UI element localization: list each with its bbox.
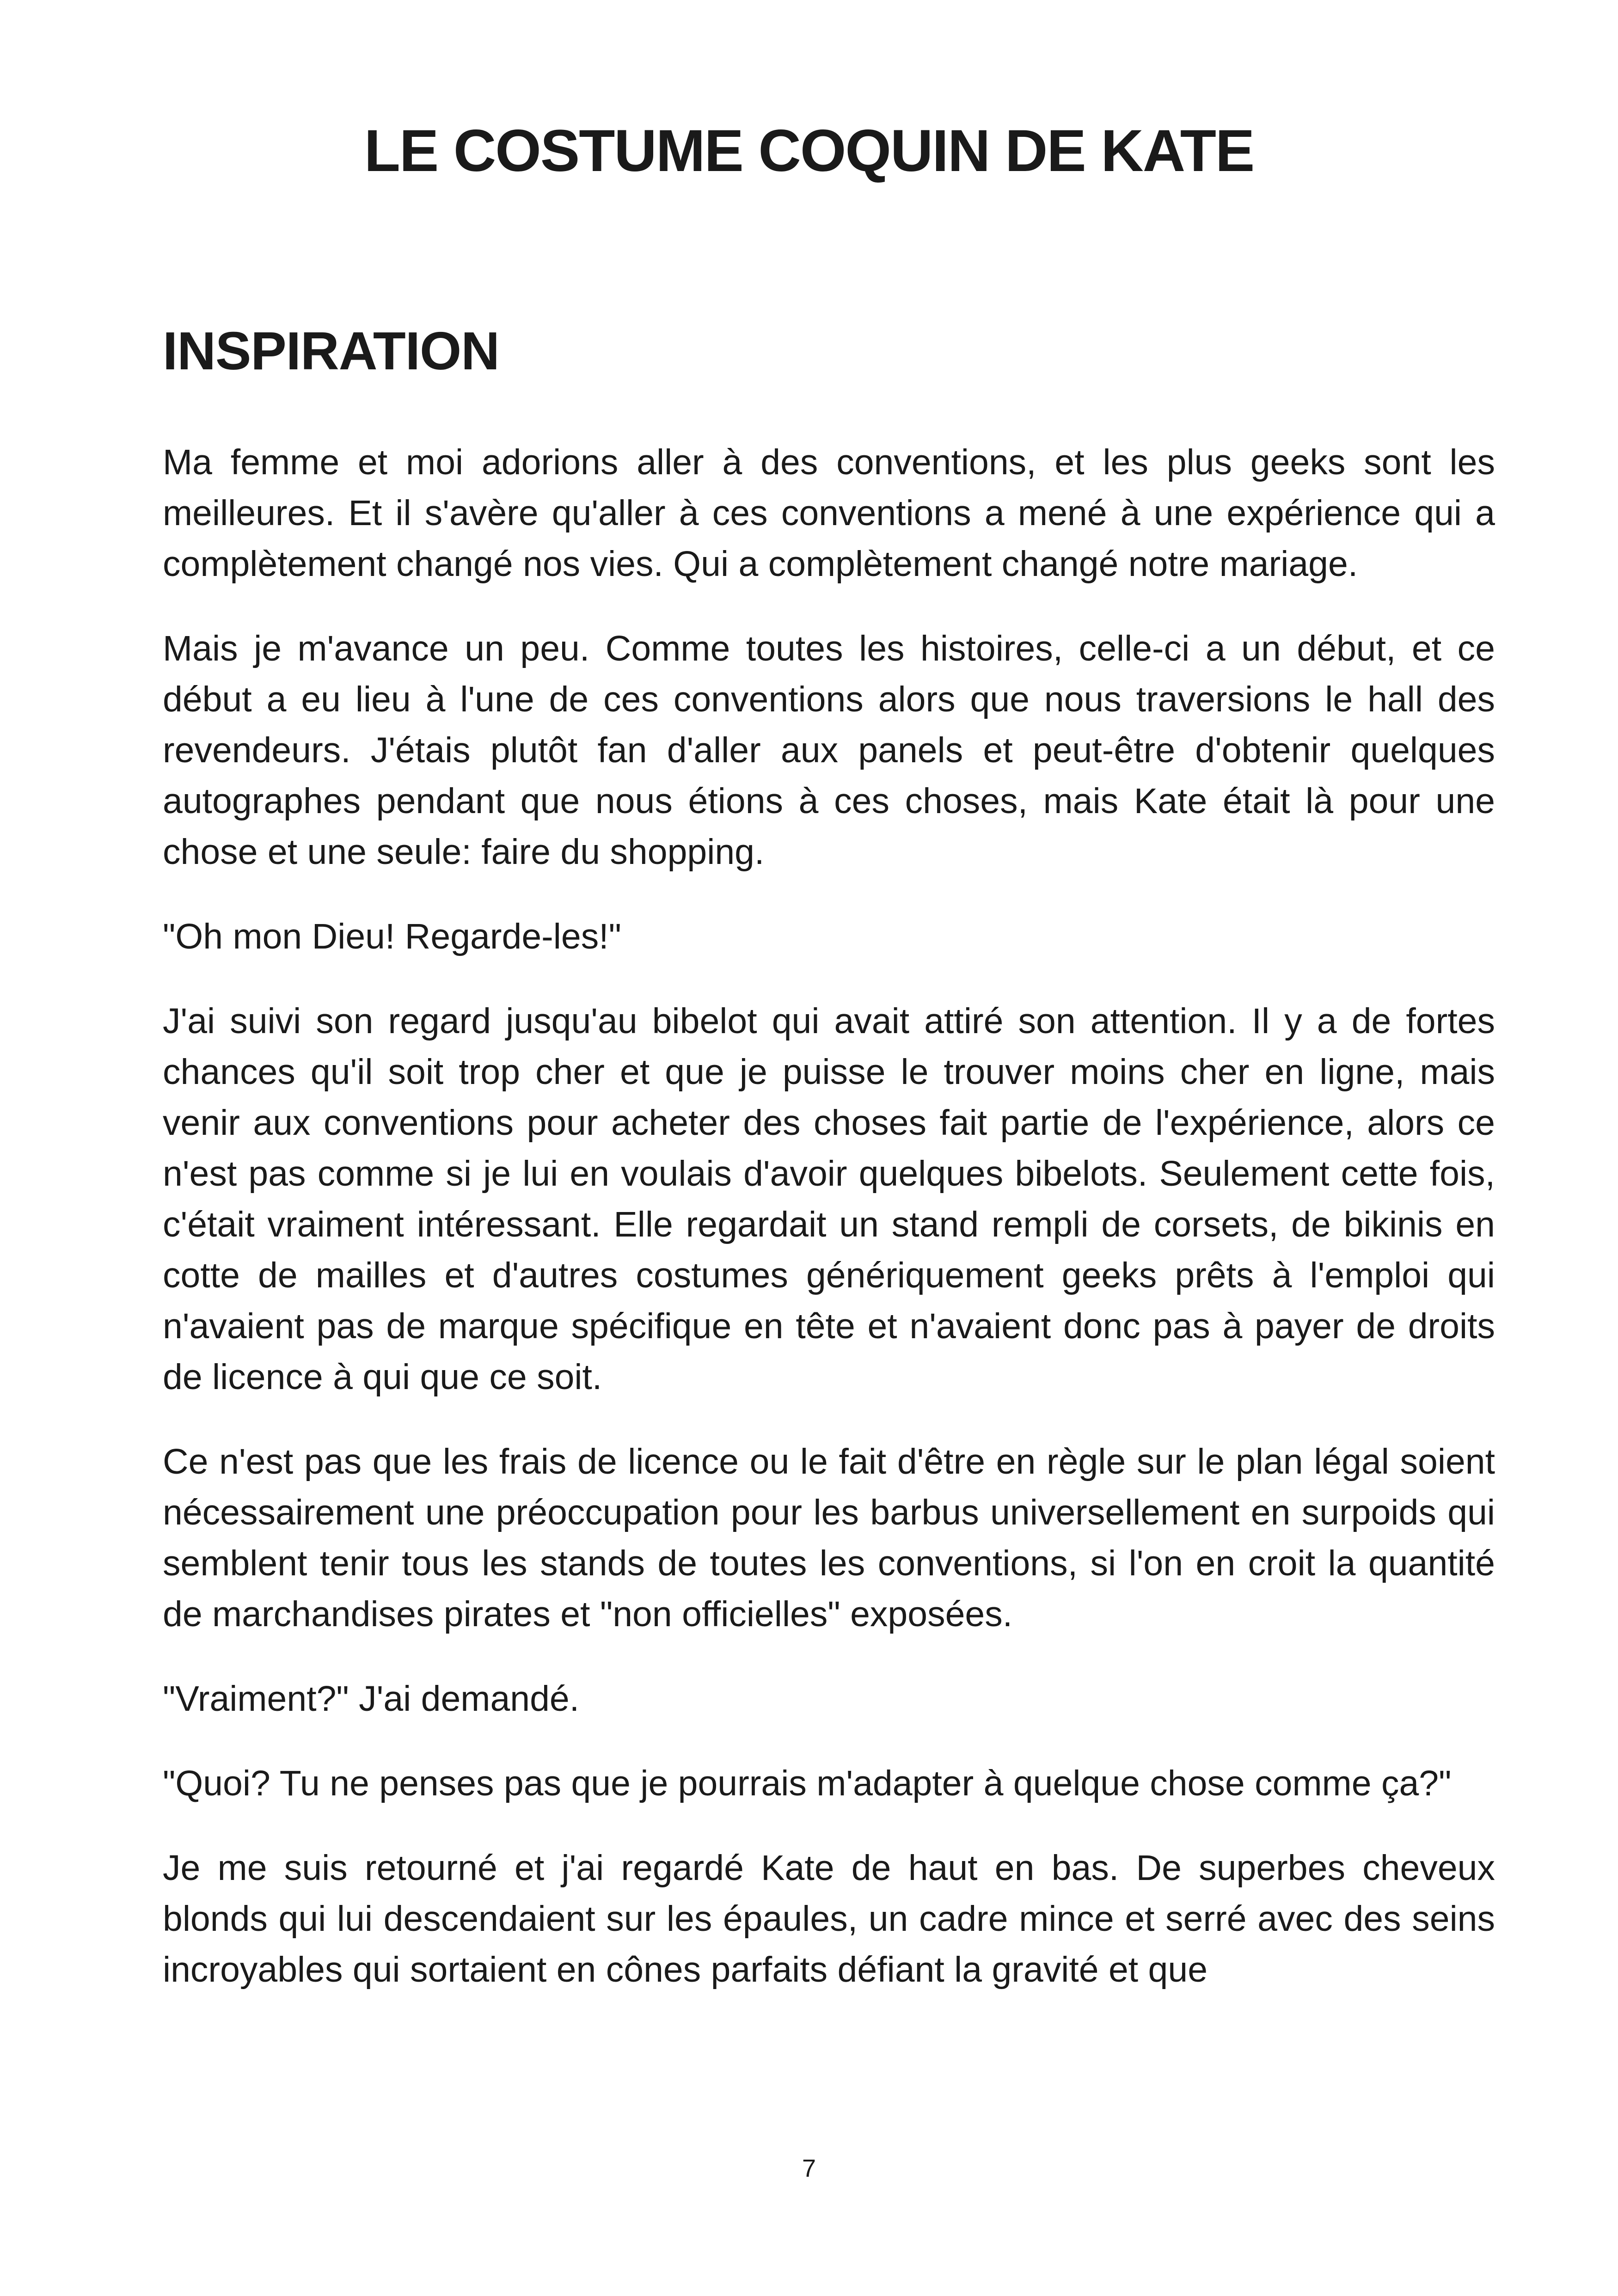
paragraph: Ce n'est pas que les frais de licence ou le fait d'être en règle sur le plan légal soient nécessairement une préoccupation pour les barbus universellement en surpoids qui semblent tenir tous les stands de toutes les conventions, si l'on en croit la quantité de marchandises pirates et "non officielles" exposées. (163, 1442, 1495, 1634)
dialogue-paragraph: "Quoi? Tu ne penses pas que je pourrais m'adapter à quelque chose comme ça?" (163, 1763, 1452, 1803)
paragraph: Je me suis retourné et j'ai regardé Kate de haut en bas. De superbes cheveux blonds qui lui descendaient sur les épaules, un cadre mince et serré avec des seins incroyables qui sortaient en cônes parfaits défiant la gravité et que (163, 1848, 1495, 1990)
body-text (163, 437, 1495, 2029)
paragraph: Mais je m'avance un peu. Comme toutes les histoires, celle-ci a un début, et ce début a eu lieu à l'une de ces conventions alors que nous traversions le hall des revendeurs. J'étais plutôt fan d'aller aux panels et peut-être d'obtenir quelques autographes pendant que nous étions à ces choses, mais Kate était là pour une chose et une seule: faire du shopping. (163, 629, 1495, 872)
dialogue-paragraph: "Vraiment?" J'ai demandé. (163, 1679, 580, 1719)
page-number: 7 (802, 2155, 816, 2182)
paragraph: J'ai suivi son regard jusqu'au bibelot qui avait attiré son attention. Il y a de fortes chances qu'il soit trop cher et que je puisse le trouver moins cher en ligne, mais venir aux conventions pour acheter des choses fait partie de l'expérience, alors ce n'est pas comme si je lui en voulais d'avoir quelques bibelots. Seulement cette fois, c'était vraiment intéressant. Elle regardait un stand rempli de corsets, de bikinis en cotte de mailles et d'autres costumes génériquement geeks prêts à l'emploi qui n'avaient pas de marque spécifique en tête et n'avaient donc pas à payer de droits de licence à qui que ce soit. (163, 1001, 1495, 1397)
book-title: LE COSTUME COQUIN DE KATE (364, 118, 1254, 184)
chapter-title: INSPIRATION (163, 321, 499, 381)
dialogue-paragraph: "Oh mon Dieu! Regarde-les!" (163, 917, 621, 956)
paragraph: Ma femme et moi adorions aller à des conventions, et les plus geeks sont les meilleures. Et il s'avère qu'aller à ces conventions a mené à une expérience qui a complètement changé nos vies. Qui a complètement changé notre mariage. (163, 442, 1495, 584)
